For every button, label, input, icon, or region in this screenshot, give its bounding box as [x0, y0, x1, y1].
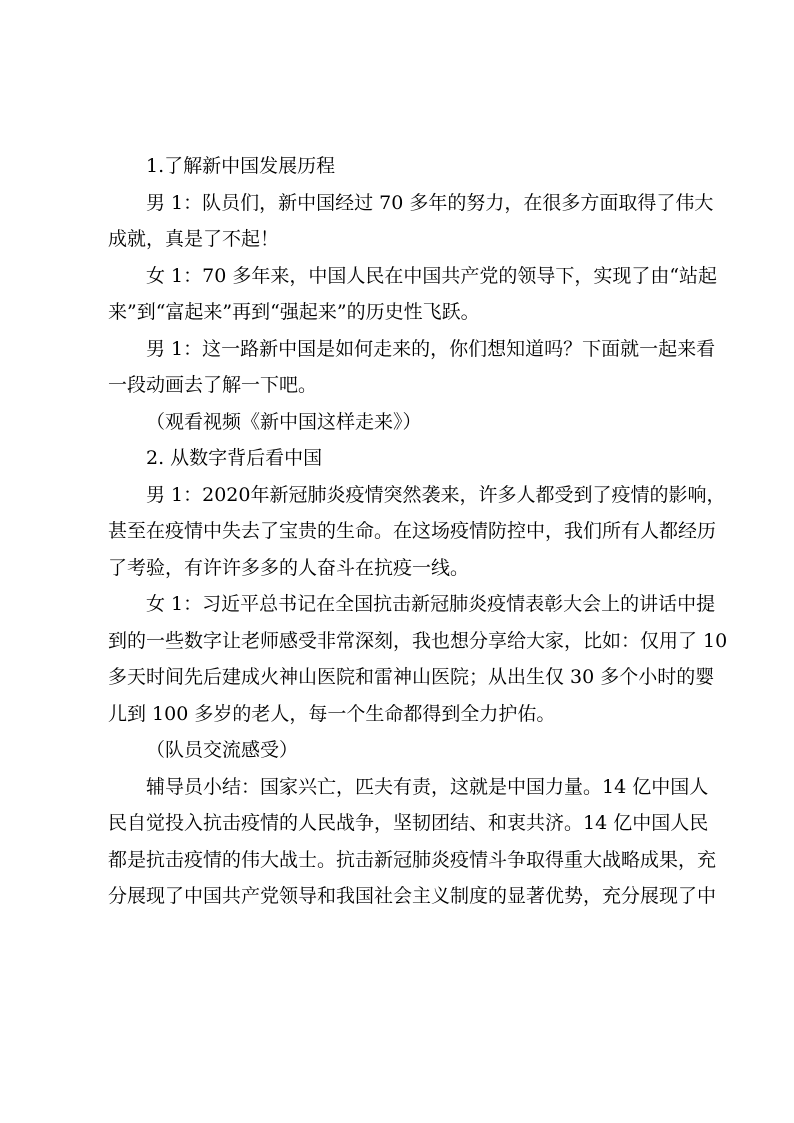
text-line: 一段动画去了解一下吧。: [108, 374, 318, 396]
text-line: 来”到“富起来”再到“强起来”的历史性飞跃。: [108, 301, 480, 323]
text-line: 男 1：队员们，新中国经过 70 多年的努力，在很多方面取得了伟大: [146, 191, 714, 214]
text-line: （观看视频《新中国这样走来》）: [146, 410, 422, 433]
text-line: 都是抗击疫情的伟大战士。抗击新冠肺炎疫情斗争取得重大战略成果，充: [108, 848, 717, 871]
text-line: 男 1：2020年新冠肺炎疫情突然袭来，许多人都受到了疫情的影响，: [146, 483, 726, 506]
text-line: 儿到 100 多岁的老人，每一个生命都得到全力护佑。: [108, 702, 556, 725]
text-line: 甚至在疫情中失去了宝贵的生命。在这场疫情防控中，我们所有人都经历: [108, 520, 717, 542]
text-line: 2. 从数字背后看中国: [146, 447, 323, 469]
text-line: 成就，真是了不起！: [108, 228, 280, 250]
text-line: 辅导员小结：国家兴亡，匹夫有责，这就是中国力量。14 亿中国人: [146, 775, 709, 798]
text-line: 男 1：这一路新中国是如何走来的，你们想知道吗？下面就一起来看: [146, 337, 716, 360]
text-line: 女 1：70 多年来，中国人民在中国共产党的领导下，实现了由“站起: [146, 264, 718, 287]
text-line: 女 1：习近平总书记在全国抗击新冠肺炎疫情表彰大会上的讲话中提: [146, 593, 716, 615]
text-line: 民自觉投入抗击疫情的人民战争，坚韧团结、和衷共济。14 亿中国人民: [108, 812, 709, 834]
text-line: 了考验，有许许多多的人奋斗在抗疫一线。: [108, 556, 470, 579]
text-line: （队员交流感受）: [146, 739, 299, 761]
text-line: 到的一些数字让老师感受非常深刻，我也想分享给大家，比如：仅用了 10: [108, 629, 728, 652]
text-line: 1.了解新中国发展历程: [146, 155, 336, 177]
text-line: 多天时间先后建成火神山医院和雷神山医院；从出生仅 30 多个小时的婴: [108, 666, 715, 688]
text-line: 分展现了中国共产党领导和我国社会主义制度的显著优势，充分展现了中: [108, 885, 717, 907]
document-body: [108, 148, 728, 915]
